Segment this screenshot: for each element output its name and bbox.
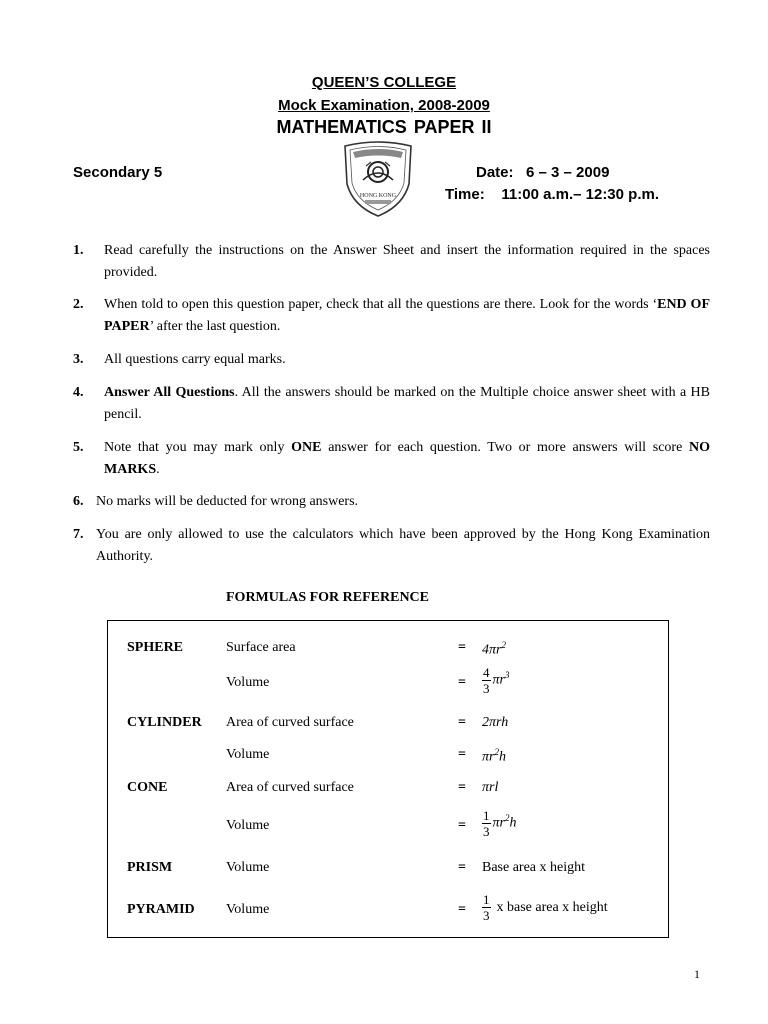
instruction-text-part: NO MARKS bbox=[104, 440, 710, 477]
formula-text: x base area x height bbox=[496, 899, 608, 915]
quantity-label: Volume bbox=[226, 675, 270, 690]
equals-sign: = bbox=[458, 640, 466, 655]
instruction-text-part: When told to open this question paper, check that all the questions are there. Look for the words ‘ bbox=[104, 297, 658, 312]
formula-expression bbox=[482, 780, 498, 796]
instruction-number: 1. bbox=[73, 243, 84, 258]
exam-title: Mock Examination, 2008-2009 bbox=[278, 97, 490, 114]
instruction-item bbox=[73, 491, 710, 513]
page-number: 1 bbox=[694, 967, 700, 981]
equals-sign: = bbox=[458, 902, 466, 917]
instruction-text-part: No marks will be deducted for wrong answers. bbox=[96, 494, 359, 509]
instruction-text-part: END OF PAPER bbox=[104, 297, 711, 334]
fraction-numerator: 1 bbox=[483, 892, 490, 907]
fraction-denominator: 3 bbox=[483, 824, 490, 839]
instruction-text-part: ONE bbox=[291, 440, 322, 455]
formula-term: πr bbox=[492, 672, 505, 688]
instruction-text-part: Answer All Questions bbox=[104, 385, 235, 400]
formula-exponent: 2 bbox=[504, 813, 510, 824]
quantity-label: Area of curved surface bbox=[226, 780, 354, 795]
instruction-text-part: . bbox=[156, 462, 160, 477]
formula-exponent: 3 bbox=[504, 670, 510, 681]
formula-row bbox=[108, 715, 668, 735]
school-name: QUEEN’S COLLEGE bbox=[311, 74, 457, 91]
formula-expression bbox=[482, 892, 608, 923]
instruction-text bbox=[104, 294, 710, 338]
formula-row bbox=[108, 780, 668, 800]
formula-row bbox=[108, 808, 668, 839]
exam-date: Date: 6 – 3 – 2009 bbox=[476, 164, 610, 181]
instruction-number: 4. bbox=[73, 385, 84, 400]
equals-sign: = bbox=[458, 747, 466, 762]
formula-expression bbox=[482, 860, 585, 876]
shape-name: SPHERE bbox=[127, 640, 184, 655]
instruction-item bbox=[73, 524, 710, 568]
instruction-text bbox=[96, 524, 710, 568]
school-crest-icon bbox=[341, 140, 415, 218]
fraction-denominator: 3 bbox=[483, 681, 490, 696]
crest-text: HONG KONG bbox=[359, 193, 397, 199]
form-level: Secondary 5 bbox=[73, 164, 163, 181]
shape-name: PYRAMID bbox=[127, 902, 195, 917]
quantity-label: Volume bbox=[226, 860, 270, 875]
fraction bbox=[482, 892, 491, 923]
formula-term: πr bbox=[492, 815, 505, 831]
instruction-text-part: ’ after the last question. bbox=[149, 319, 281, 334]
instruction-number: 3. bbox=[73, 352, 84, 367]
exam-time: Time: 11:00 a.m.– 12:30 p.m. bbox=[445, 186, 659, 203]
instruction-number: 5. bbox=[73, 440, 84, 455]
quantity-label: Volume bbox=[226, 902, 270, 917]
formula-row bbox=[108, 860, 668, 880]
formula-term: πrl bbox=[482, 780, 499, 795]
instruction-number: 2. bbox=[73, 297, 84, 312]
formula-expression bbox=[482, 747, 506, 766]
quantity-label: Volume bbox=[226, 818, 270, 833]
instruction-text-part: . All the answers should be marked on the Multiple choice answer sheet with a HB pencil. bbox=[104, 385, 711, 422]
instruction-text-part: All questions carry equal marks. bbox=[104, 352, 286, 367]
formula-expression bbox=[482, 808, 516, 839]
formula-row bbox=[108, 747, 668, 767]
formulas-title: FORMULAS FOR REFERENCE bbox=[226, 590, 430, 605]
fraction bbox=[482, 665, 491, 696]
formula-expression bbox=[482, 665, 509, 696]
fraction-numerator: 1 bbox=[483, 808, 490, 823]
equals-sign: = bbox=[458, 675, 466, 690]
fraction-denominator: 3 bbox=[483, 908, 490, 923]
instruction-item bbox=[73, 240, 710, 284]
equals-sign: = bbox=[458, 818, 466, 833]
instruction-number: 7. bbox=[73, 527, 84, 542]
instruction-text bbox=[104, 382, 710, 426]
formula-row bbox=[108, 640, 668, 660]
formula-expression bbox=[482, 715, 508, 731]
instruction-text-part: Note that you may mark only bbox=[104, 440, 292, 455]
formula-term-tail: h bbox=[498, 749, 506, 765]
instruction-text-part: Read carefully the instructions on the Answer Sheet and insert the information required in the spaces provided. bbox=[104, 243, 710, 280]
equals-sign: = bbox=[458, 715, 466, 730]
shape-name: PRISM bbox=[127, 860, 173, 875]
instruction-item bbox=[73, 294, 710, 338]
formula-text: Base area x height bbox=[482, 860, 586, 875]
quantity-label: Volume bbox=[226, 747, 270, 762]
formula-exponent: 2 bbox=[501, 640, 506, 650]
instruction-text bbox=[104, 349, 710, 371]
instruction-text bbox=[96, 491, 710, 513]
formula-term: πr bbox=[482, 749, 495, 765]
formula-exponent: 2 bbox=[494, 747, 499, 757]
formula-term: 2πrh bbox=[482, 715, 509, 730]
shape-name: CYLINDER bbox=[127, 715, 202, 730]
quantity-label: Area of curved surface bbox=[226, 715, 354, 730]
equals-sign: = bbox=[458, 780, 466, 795]
instruction-item bbox=[73, 437, 710, 481]
formula-expression bbox=[482, 640, 506, 659]
instruction-text-part: answer for each question. Two or more answers will score bbox=[321, 440, 689, 455]
fraction-numerator: 4 bbox=[483, 665, 490, 680]
formula-term: 4πr bbox=[482, 642, 502, 658]
fraction bbox=[482, 808, 491, 839]
instruction-item bbox=[73, 349, 710, 371]
shape-name: CONE bbox=[127, 780, 168, 795]
instruction-text bbox=[104, 437, 710, 481]
instruction-number: 6. bbox=[73, 494, 84, 509]
paper-title: MATHEMATICS PAPER II bbox=[276, 117, 492, 137]
formula-table bbox=[107, 620, 669, 938]
quantity-label: Surface area bbox=[226, 640, 296, 655]
formula-row bbox=[108, 665, 668, 696]
instruction-text-part: You are only allowed to use the calculators which have been approved by the Hong Kong Examination Authority. bbox=[96, 527, 710, 564]
equals-sign: = bbox=[458, 860, 466, 875]
instruction-item bbox=[73, 382, 710, 426]
formula-row bbox=[108, 892, 668, 923]
formula-term-tail: h bbox=[509, 815, 517, 831]
instruction-text bbox=[104, 240, 710, 284]
